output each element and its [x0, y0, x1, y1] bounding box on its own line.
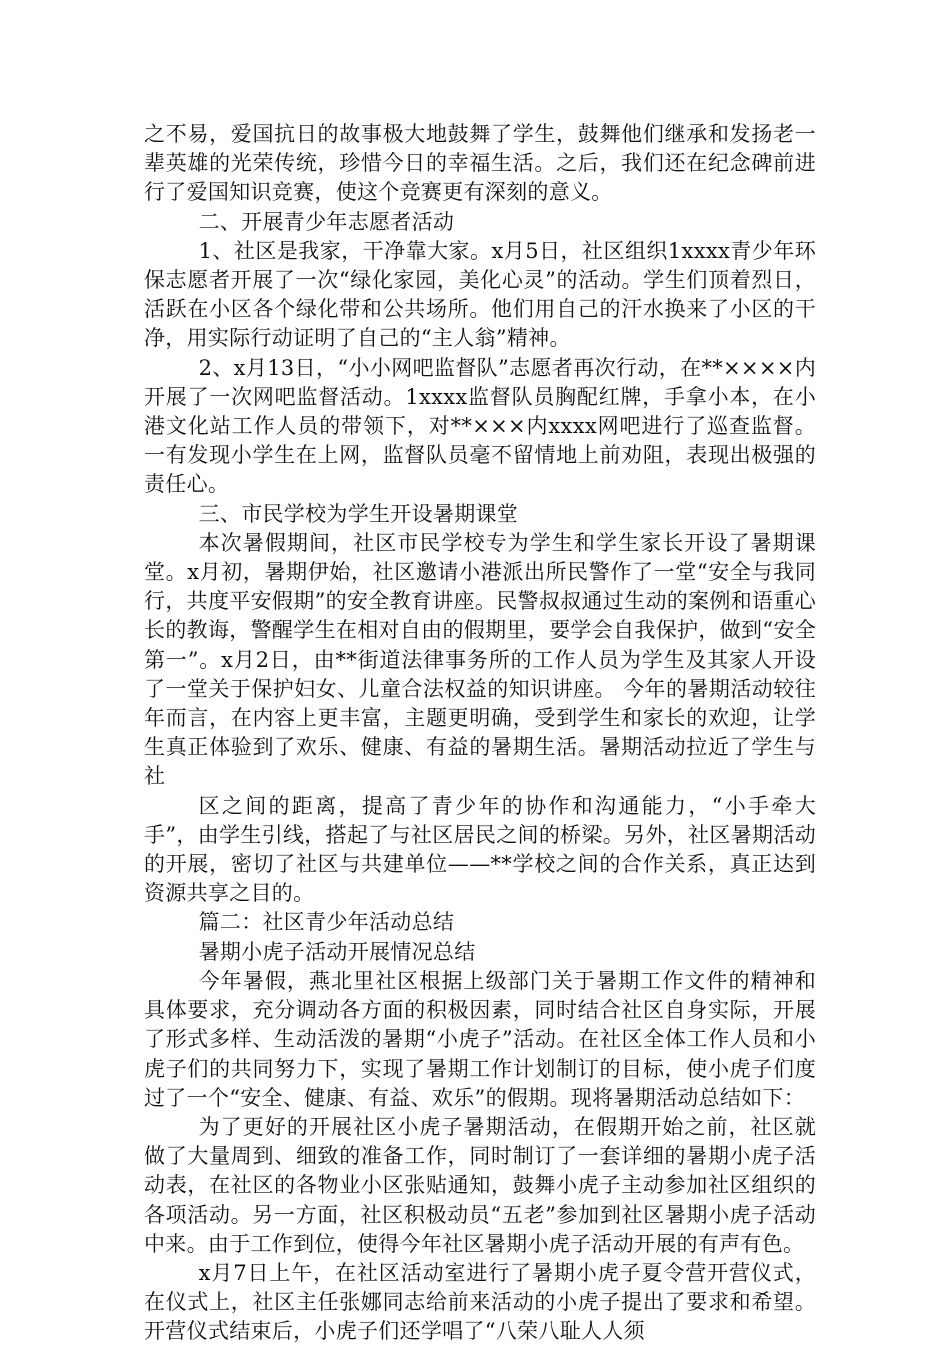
paragraph-summer-class: 本次暑假期间，社区市民学校专为学生和学生家长开设了暑期课堂。x月初，暑期伊始，社区邀请小港派出所民警作了一堂“安全与我同行，共度平安假期”的安全教育讲座。民警叔叔通过生动的案例和语重心长的教诲，警醒学生在相对自由的假期里，要学会自我保护，做到“安全第一”。x月2日，由**街道法律事务所的工作人员为学生及其家人开设了一堂关于保护妇女、儿童合法权益的知识讲座。 今年的暑期活动较往年而言，在内容上更丰富，主题更明确，受到学生和家长的欢迎，让学生真正体验到了欢乐、健康、有益的暑期生活。暑期活动拉近了学生与社: [144, 530, 816, 789]
paragraph-continuation: 之不易，爱国抗日的故事极大地鼓舞了学生，鼓舞他们继承和发扬老一辈英雄的光荣传统，珍惜今日的幸福生活。之后，我们还在纪念碑前进行了爱国知识竞赛，使这个竞赛更有深刻的意义。: [144, 122, 816, 205]
document-body: [144, 120, 816, 1347]
paragraph-summer-class-cont: 区之间的距离，提高了青少年的协作和沟通能力，“小手牵大手”，由学生引线，搭起了与社区居民之间的桥梁。另外，社区暑期活动的开展，密切了社区与共建单位——**学校之间的合作关系，真正达到资源共享之目的。: [144, 793, 816, 906]
section-heading-summer-class: 三、市民学校为学生开设暑期课堂: [198, 501, 519, 526]
section-heading-volunteer: 二、开展青少年志愿者活动: [198, 209, 455, 234]
paragraph-intro: 今年暑假，燕北里社区根据上级部门关于暑期工作文件的精神和具体要求，充分调动各方面的积极因素，同时结合社区自身实际，开展了形式多样、生动活泼的暑期“小虎子”活动。在社区全体工作人员和小虎子们的共同努力下，实现了暑期工作计划制订的目标，使小虎子们度过了一个“安全、健康、有益、欢乐”的假期。现将暑期活动总结如下：: [144, 968, 816, 1110]
paragraph-opening-ceremony: x月7日上午，在社区活动室进行了暑期小虎子夏令营开营仪式，在仪式上，社区主任张娜同志给前来活动的小虎子提出了要求和希望。开营仪式结束后，小虎子们还学唱了“八荣八耻人人须: [144, 1260, 816, 1344]
paragraph-item-2: 2、x月13日，“小小网吧监督队”志愿者再次行动，在**××××内开展了一次网吧监督活动。1xxxx监督队员胸配红牌，手拿小本，在小港文化站工作人员的带领下，对**×××内xxxx网吧进行了巡查监督。一有发现小学生在上网，监督队员毫不留情地上前劝阻，表现出极强的责任心。: [144, 355, 816, 497]
article-heading: 篇二：社区青少年活动总结: [198, 910, 455, 935]
paragraph-preparation: 为了更好的开展社区小虎子暑期活动，在假期开始之前，社区就做了大量周到、细致的准备工作，同时制订了一套详细的暑期小虎子活动表，在社区的各物业小区张贴通知，鼓舞小虎子主动参加社区组织的各项活动。另一方面，社区积极动员“五老”参加到社区暑期小虎子活动中来。由于工作到位，使得今年社区暑期小虎子活动开展的有声有色。: [144, 1114, 816, 1256]
article-subtitle: 暑期小虎子活动开展情况总结: [198, 939, 476, 964]
paragraph-item-1: 1、社区是我家，干净靠大家。x月5日，社区组织1xxxx青少年环保志愿者开展了一次“绿化家园，美化心灵”的活动。学生们顶着烈日，活跃在小区各个绿化带和公共场所。他们用自己的汗水换来了小区的干净，用实际行动证明了自己的“主人翁”精神。: [144, 238, 816, 351]
